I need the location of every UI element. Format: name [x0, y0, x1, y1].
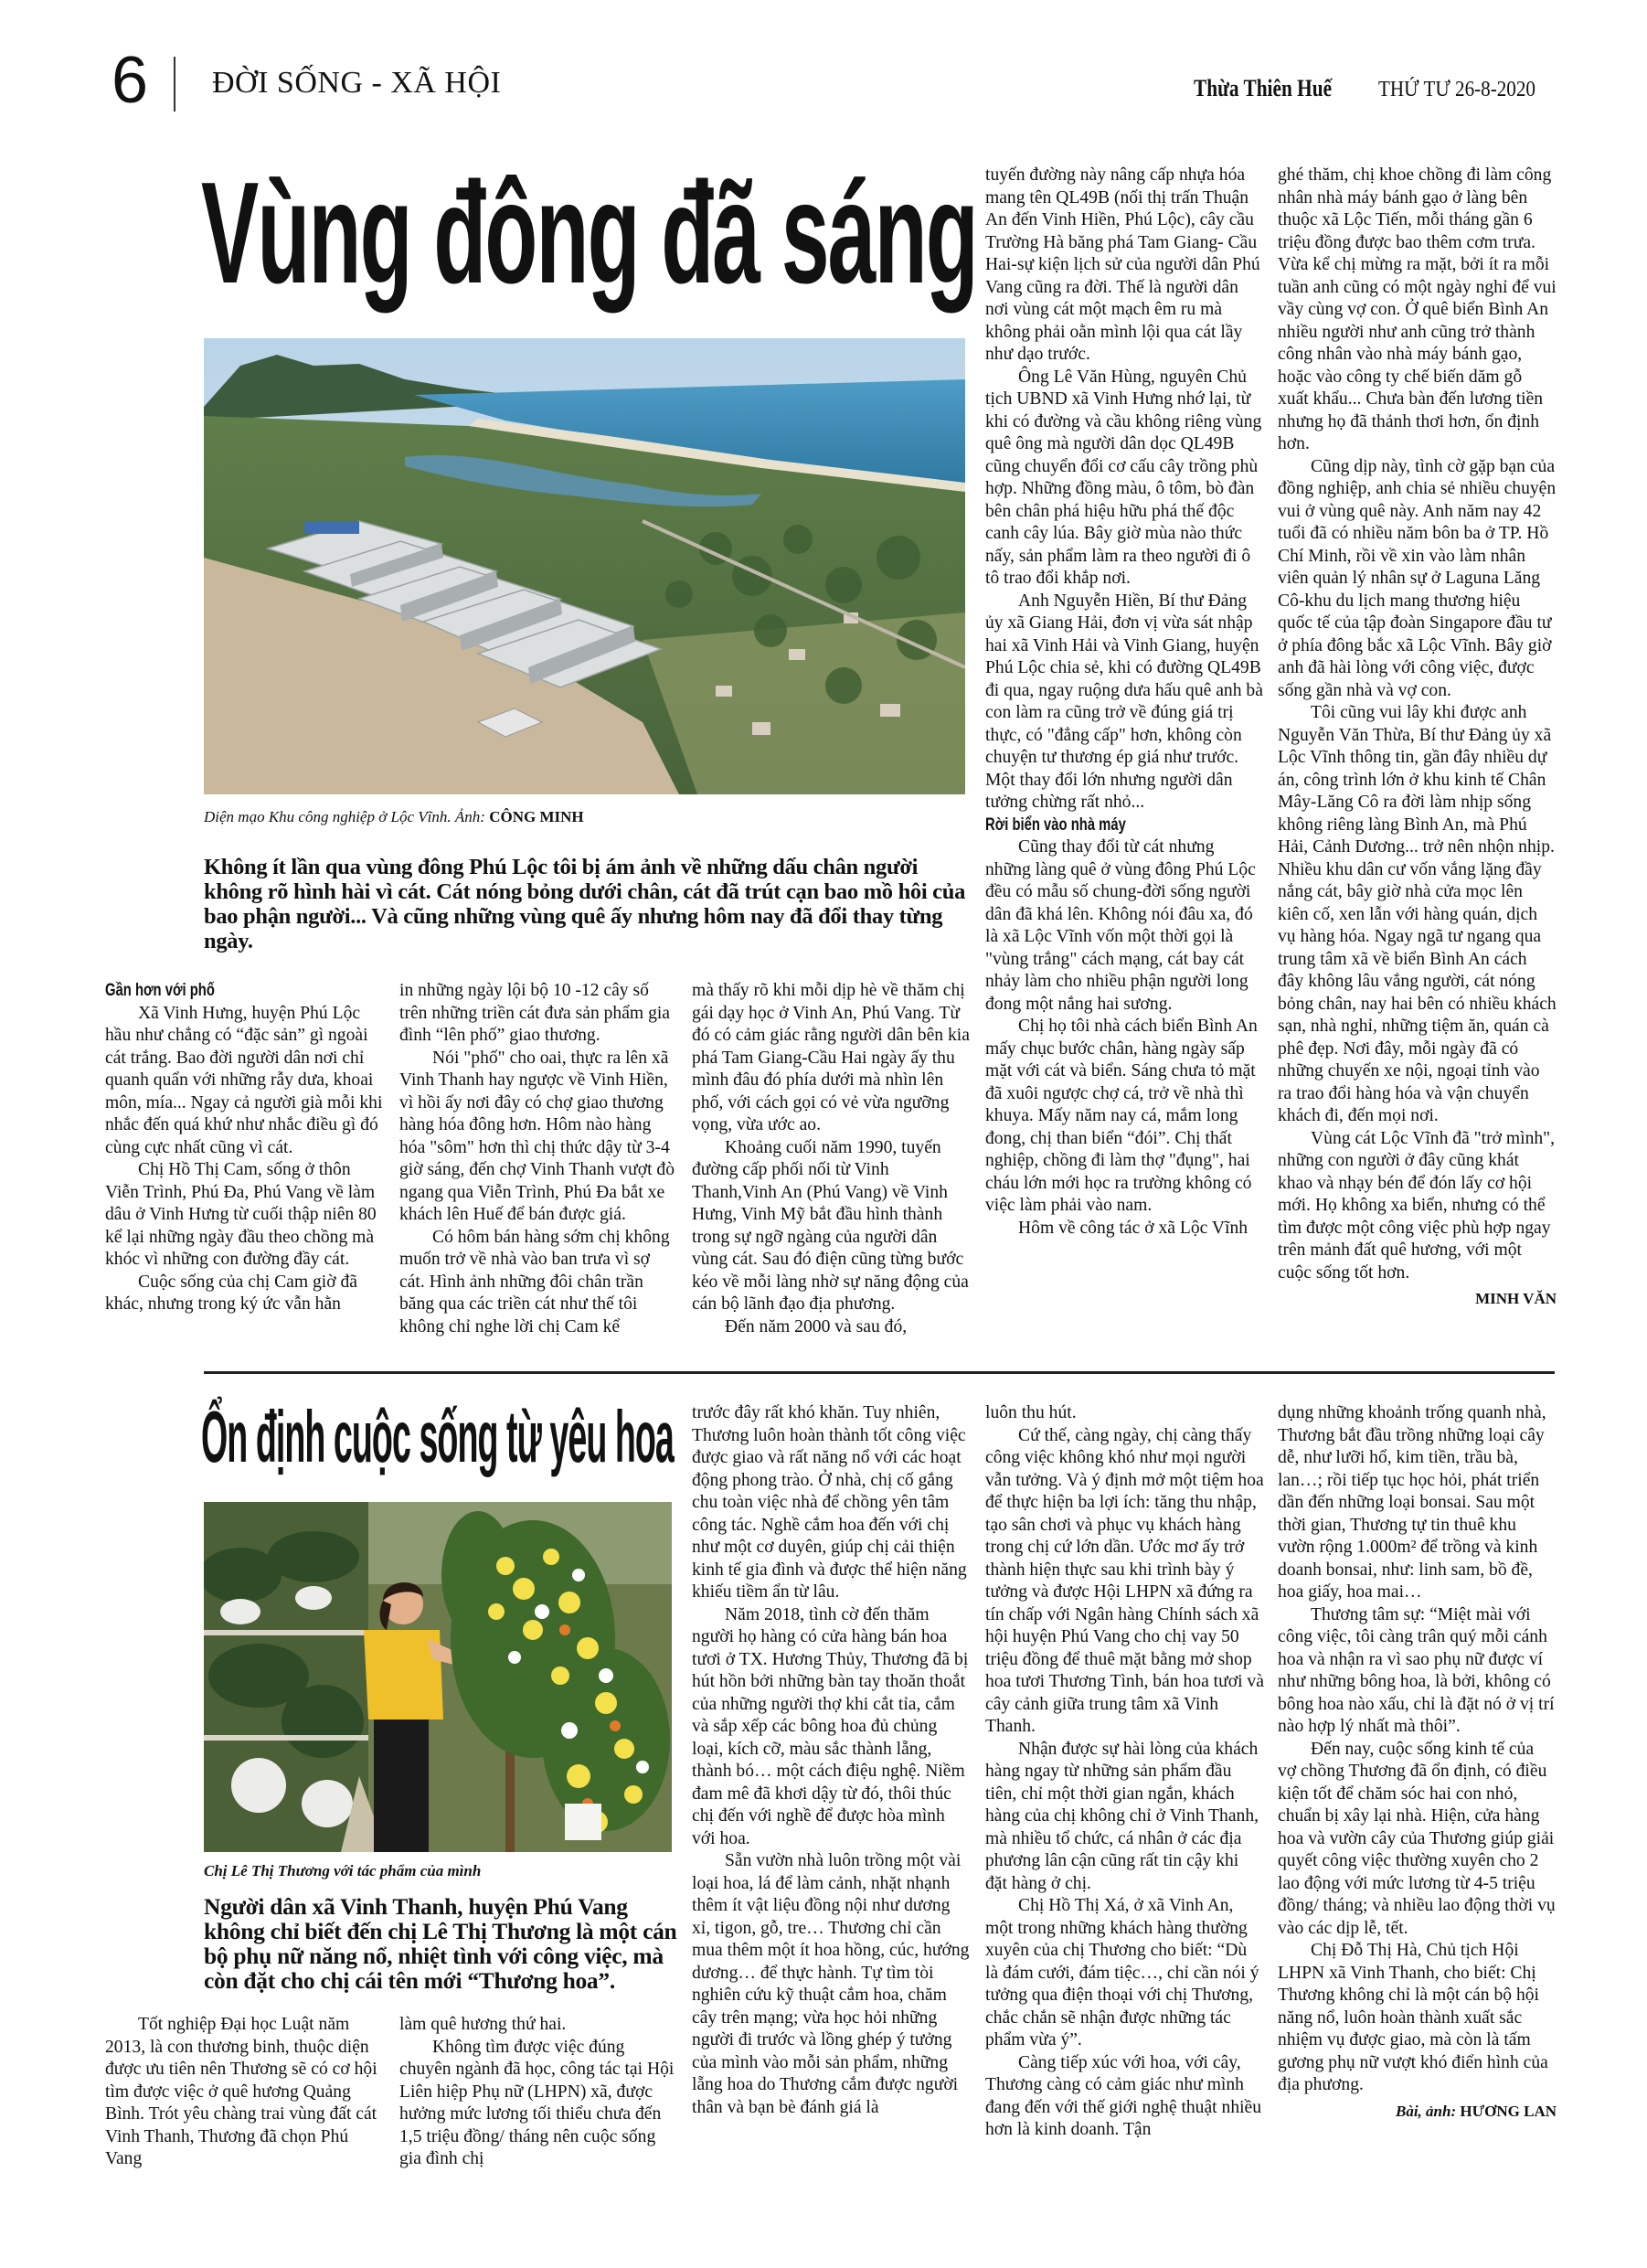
byline — [1278, 1288, 1557, 1311]
paragraph: Anh Nguyễn Hiền, Bí thư Đảng ủy xã Giang Hải, đơn vị vừa sát nhập hai xã Vinh Hải và Vinh Giang, huyện Phú Lộc chia sẻ, khi có đường QL49B đi qua, ngay ruộng dưa hấu quê anh bà con làm ra cũng trở về đúng giá trị thực, có "đẳng cấp" hơn, không còn chuyện tư thương ép giá như trước. Một thay đổi lớn nhưng người dân tưởng chừng rất nhỏ... — [985, 591, 1263, 812]
woman-arranging-flowers-photo — [204, 1502, 672, 1852]
paragraph: Sẵn vườn nhà luôn trồng một vài loại hoa, lá để làm cảnh, nhặt nhạnh thêm ít vật liệu đồng nội như dương xỉ, tigon, gỗ, tre… Thương chỉ cần mua thêm một ít hoa hồng, cúc, hướng dương… để thực hành. Tự tìm tòi nghiên cứu kỹ thuật cắm hoa, chăm cây trên mạng; vừa học hỏi những người đi trước và lồng ghép ý tưởng của mình vào mỗi sản phẩm, những lẵng hoa do Thương cắm được người thân và bạn bè đánh giá là — [692, 1851, 970, 2117]
paragraph: Thương tâm sự: “Miệt mài với công việc, tôi càng trân quý mỗi cánh hoa và nhận ra vì sao phụ nữ được ví như những bông hoa, là bởi, không có bông hoa nào xấu, chỉ là đặt nó ở vị trí nào hợp lý nhất mà thôi”. — [1278, 1604, 1555, 1736]
paragraph: in những ngày lội bộ 10 -12 cây số trên những triền cát đưa sản phẩm gia đình “lên phố” giao thương. — [399, 981, 671, 1045]
paragraph: Vùng cát Lộc Vĩnh đã "trở mình", những con người ở đây cũng khát khao và nhạy bén để đón lấy cơ hội mới. Họ không xa biển, nhưng có thể tìm được một công việc phù hợp ngay trên mảnh đất quê hương, với một cuộc sống tốt hơn. — [1278, 1128, 1556, 1283]
photo-caption: Chị Lê Thị Thương với tác phẩm của mình — [204, 1862, 482, 1879]
text-column — [1278, 1402, 1557, 2123]
paragraph: Tôi cũng vui lây khi được anh Nguyễn Văn Thừa, Bí thư Đảng ủy xã Lộc Vĩnh thông tin, gần đây nhiều dự án, công trình lớn ở khu kinh tế Chân Mây-Lăng Cô ra đời làm nhịp sống không riêng làng Bình An, mà Phú Hải, Cảnh Dương... trở nên nhộn nhịp. Nhiều khu dân cư vốn vắng lặng đầy nắng cát, bây giờ nhà cửa mọc lên kiên cố, xen lẫn với hàng quán, dịch vụ hàng hóa. Ngay ngã tư ngang qua trung tâm xã về biển Bình An cách đây không lâu vắng người, cát nóng bỏng chân, nay hai bên có nhiều khách sạn, nhà nghỉ, những tiệm ăn, quán cà phê đẹp. Nơi đây, mỗi ngày đã có những chuyến xe nội, ngoại tỉnh vào ra trao đổi hàng hóa và vận chuyển khách đi, đến mọi nơi. — [1278, 703, 1557, 1125]
author-name: MINH VĂN — [1475, 1290, 1557, 1307]
paragraph: Cũng thay đổi từ cát nhưng những làng quê ở vùng đông Phú Lộc đều có mẫu số chung-đời sống người dân đã khá lên. Không nói đâu xa, đó là xã Lộc Vĩnh vốn một thời gọi là "vùng trắng" cách mạng, cát bay cát nhảy làm cho nhiều phận người long đong một nắng hai sương. — [985, 837, 1256, 1014]
paragraph: làm quê hương thứ hai. — [399, 2015, 567, 2034]
paragraph: tuyến đường này nâng cấp nhựa hóa mang tên QL49B (nối thị trấn Thuận An đến Vinh Hiền, Phú Lộc), cây cầu Trường Hà băng phá Tam Giang- Cầu Hai-sự kiện lịch sử của người dân Phú Vang cũng ra đời. Thế là người dân nơi vùng cát một mạch êm ru mà không phải oằn mình lội qua cát lầy như dạo trước. — [985, 165, 1260, 364]
text-column — [692, 980, 971, 1338]
text-column — [985, 1402, 1264, 2142]
paragraph: Cuộc sống của chị Cam giờ đã khác, nhưng trong ký ức vẫn hằn — [105, 1272, 357, 1314]
author-name: HƯƠNG LAN — [1460, 2102, 1557, 2120]
paragraph: Tốt nghiệp Đại học Luật năm 2013, là con thương binh, thuộc diện được ưu tiên nên Thương sẽ có cơ hội tìm được việc ở quê hương Quảng Bình. Trót yêu chàng trai vùng đất cát Vinh Thanh, Thương đã chọn Phú Vang — [105, 2015, 377, 2168]
text-column — [1278, 165, 1557, 1311]
paragraph: Chị Hồ Thị Cam, sống ở thôn Viễn Trình, Phú Đa, Phú Vang về làm dâu ở Vinh Hưng từ cuối thập niên 80 kể lại những ngày đầu theo chồng mà khóc vì những con đường đầy cát. — [105, 1160, 377, 1269]
paragraph: Có hôm bán hàng sớm chị không muốn trở về nhà vào ban trưa vì sợ cát. Hình ảnh những đôi chân trần băng qua các triền cát như thế tôi không chỉ nghe lời chị Cam kể — [399, 1227, 670, 1336]
paragraph: Chị họ tôi nhà cách biển Bình An mấy chục bước chân, hàng ngày sấp mặt với cát và biển. Sáng chưa tỏ mặt đã xuôi ngược chợ cá, trở về nhà thì khuya. Mấy năm nay cá, mắm long đong, chị than biển “đói”. Chị thất nghiệp, chồng đi làm thợ "đụng", hai cháu lớn mới học ra trường không có việc làm phải vào nam. — [985, 1017, 1258, 1215]
paragraph: Hôm về công tác ở xã Lộc Vĩnh — [1018, 1218, 1249, 1238]
text-column — [399, 980, 678, 1338]
text-column — [985, 165, 1264, 1240]
paragraph: mà thấy rõ khi mỗi dịp hè về thăm chị gái dạy học ở Vinh An, Phú Vang. Từ đó có cảm giác rằng người dân bên kia phá Tam Giang-Cầu Hai ngày ấy thu mình đâu đó phía dưới mà nhìn lên phố, với cách gọi có vẻ vừa ngưỡng vọng, vừa ước ao. — [692, 981, 970, 1134]
subheading: Gần hơn với phố — [105, 981, 215, 1000]
photo-caption — [204, 808, 584, 826]
paragraph: Khoảng cuối năm 1990, tuyến đường cấp phối nối từ Vinh Thanh,Vinh An (Phú Vang) về Vinh Hưng, Vinh Mỹ bắt đầu hình thành trong sự ngỡ ngàng của người dân vùng cát. Sau đó điện cũng từng bước kéo về mỗi làng nhờ sự năng động của cán bộ lãnh đạo địa phương. — [692, 1137, 969, 1314]
paragraph: Cũng dịp này, tình cờ gặp bạn của đồng nghiệp, anh chia sẻ nhiều chuyện vui ở vùng quê này. Anh năm nay 42 tuổi đã có nhiều năm bôn ba ở TP. Hồ Chí Minh, rồi về xin vào làm nhân viên quản lý nhân sự ở Laguna Lăng Cô-khu du lịch mang thương hiệu quốc tế của tập đoàn Singapore đầu tư ở phía đông bắc xã Lộc Vĩnh. Bây giờ anh đã hài lòng với công việc, được sống gần nhà và vợ con. — [1278, 456, 1557, 700]
text-column — [692, 1402, 971, 2119]
byline-prefix: Bài, ảnh: — [1395, 2102, 1457, 2120]
paragraph: Không tìm được việc đúng chuyên ngành đã học, công tác tại Hội Liên hiệp Phụ nữ (LHPN) xã, được hưởng mức lương tối thiểu chưa đến 1,5 triệu đồng/ tháng nên cuộc sống gia đình chị — [399, 2037, 675, 2168]
article-divider — [204, 1371, 1555, 1374]
byline — [1278, 2101, 1557, 2124]
subheading: Rời biển vào nhà máy — [985, 815, 1126, 835]
paragraph: Đến nay, cuộc sống kinh tế của vợ chồng Thương đã ổn định, có điều kiện tốt để chăm sóc hai con nhỏ, chuẩn bị xây lại nhà. Hiện, cửa hàng hoa và vườn cây của Thương giúp giải quyết công việc thường xuyên cho 2 lao động với mức lương từ 4-5 triệu đồng/ tháng; và nhiều lao động thời vụ vào các dịp lễ, tết. — [1278, 1739, 1556, 1938]
paragraph: trước đây rất khó khăn. Tuy nhiên, Thương luôn hoàn thành tốt công việc được giao và rất năng nổ với các hoạt động phong trào. Ở nhà, chị cố gắng chu toàn việc nhà để chồng yên tâm công tác. Nghề cắm hoa đến với chị như một cơ duyên, giúp chị cải thiện kinh tế gia đình và được thể hiện năng khiếu tiềm ẩn từ lâu. — [692, 1403, 967, 1602]
article-lead: Người dân xã Vinh Thanh, huyện Phú Vang không chỉ biết đến chị Lê Thị Thương là một cán bộ phụ nữ năng nổ, nhiệt tình với công việc, mà còn đặt cho chị cái tên mới “Thương hoa”. — [204, 1893, 677, 1994]
paragraph: Năm 2018, tình cờ đến thăm người họ hàng có cửa hàng bán hoa tươi ở TX. Hương Thủy, Thương đã bị hút hồn bởi những bàn tay thoăn thoắt của những người thợ khi cắt tỉa, cắm và sắp xếp các bông hoa đủ chủng loại, kích cỡ, màu sắc thành lẵng, thành bó… một cách điệu nghệ. Niềm đam mê đã khơi dậy từ đó, thôi thúc chị đến với nghề để được hòa mình với hoa. — [692, 1604, 969, 1848]
paragraph: Chị Đỗ Thị Hà, Chủ tịch Hội LHPN xã Vinh Thanh, cho biết: Chị Thương không chỉ là một cán bộ hội năng nổ, luôn hoàn thành xuất sắc nhiệm vụ được giao, mà còn là tấm gương phụ nữ vượt khó điển hình của địa phương. — [1278, 1941, 1548, 2094]
paragraph: Nói "phố" cho oai, thực ra lên xã Vinh Thanh hay ngược về Vinh Hiền, vì hồi ấy nơi đây có chợ giao thương hàng hóa đông hơn. Hôm nào hàng hóa "sôm" hơn thì chị thức dậy từ 3-4 giờ sáng, đến chợ Vinh Thanh vượt đò ngang qua Viễn Trình, Phú Đa bắt xe khách lên Huế để bán được giá. — [399, 1048, 675, 1224]
article-lead: Không ít lần qua vùng đông Phú Lộc tôi bị ám ảnh về những dấu chân người không rõ hình hài vì cát. Cát nóng bỏng dưới chân, cát đã trút cạn bao mồ hôi của bao phận người... Và cũng những vùng quê ấy nhưng hôm nay đã đổi thay từng ngày. — [204, 855, 966, 953]
caption-text: Diện mạo Khu công nghiệp ở Lộc Vĩnh. Ảnh: — [204, 808, 485, 825]
paragraph: Nhận được sự hài lòng của khách hàng ngay từ những sản phẩm đầu tiên, chỉ một thời gian ngắn, khách hàng của chị không chỉ ở Vinh Thanh, mà nhiều tổ chức, cá nhân ở các địa phương lân cận cũng rất tin cậy khi đặt hàng ở chị. — [985, 1739, 1259, 1893]
article-title: Ổn định cuộc sống từ yêu hoa — [201, 1396, 674, 1477]
industrial-park-aerial-photo — [204, 338, 965, 794]
paragraph: luôn thu hút. — [985, 1403, 1077, 1422]
paragraph: Chị Hồ Thị Xá, ở xã Vinh An, một trong những khách hàng thường xuyên của chị Thương cho biết: “Dù là đám cưới, đám tiệc…, chỉ cần nói ý tưởng qua điện thoại với chị Thương, chắc chắn sẽ nhận được những tác phẩm vừa ý”. — [985, 1896, 1259, 2050]
newspaper-name: Thừa Thiên Huế — [1194, 75, 1333, 101]
text-column — [105, 980, 384, 1316]
article-title: Vùng đông đã sáng — [201, 153, 977, 314]
photo-credit: CÔNG MINH — [489, 808, 584, 825]
paragraph: dụng những khoảnh trống quanh nhà, Thương bắt đầu trồng những loại cây dễ, như lưỡi hổ, kim tiền, trầu bà, lan…; rồi tiếp tục học hỏi, phát triển dần đến những loại bonsai. Sau một thời gian, Thương tự tin thuê khu vườn rộng 1.000m² để trồng và kinh doanh bonsai, như: linh sam, bồ đề, hoa giấy, hoa mai… — [1278, 1403, 1546, 1602]
paragraph: Đến năm 2000 và sau đó, — [725, 1316, 908, 1336]
paragraph: Càng tiếp xúc với hoa, với cây, Thương càng có cảm giác như mình đang đến với thế giới nghệ thuật nhiều hơn là kinh doanh. Tận — [985, 2052, 1262, 2139]
text-column — [399, 2014, 678, 2171]
page-number: 6 — [112, 44, 149, 117]
paragraph: Xã Vinh Hưng, huyện Phú Lộc hầu như chẳng có “đặc sản” gì ngoài cát trắng. Bao đời người dân nơi chỉ quanh quẩn với những rẫy dưa, khoai môn, mía... Ngay cả người già mỗi khi nhắc đến quá khứ như nhắc điều gì đó cùng cực nhất cũng vì cát. — [105, 1003, 383, 1157]
issue-date: THỨ TƯ 26-8-2020 — [1378, 78, 1535, 101]
header-divider — [174, 57, 175, 112]
paragraph: ghé thăm, chị khoe chồng đi làm công nhân nhà máy bánh gạo ở làng bên thuộc xã Lộc Tiến, mỗi tháng gần 6 triệu đồng được bao thêm cơm trưa. Vừa kể chị mừng ra mặt, bởi ít ra mỗi tuần anh cũng có một ngày nghỉ để vui vầy cùng vợ con. Ở quê biển Bình An nhiều người như anh cũng trở thành công nhân vào nhà máy bánh gạo, hoặc vào công ty chế biến dăm gỗ xuất khẩu... Chưa bàn đến lương tiền nhưng họ đã thảnh thơi hơn, ổn định hơn. — [1278, 165, 1557, 453]
paragraph: Cứ thế, càng ngày, chị càng thấy công việc không khó như mọi người vẫn tưởng. Và ý định mở một tiệm hoa để thực hiện ba lợi ích: tăng thu nhập, tạo sân chơi và phục vụ khách hàng trong chị cứ lớn dần. Ước mơ ấy trở thành hiện thực sau khi trình bày ý tưởng và được Hội LHPN xã đứng ra tín chấp với Ngân hàng Chính sách xã hội huyện Phú Vang cho chị vay 50 triệu đồng để thuê mặt bằng mở shop hoa tươi Thương Tình, bán hoa tươi và cây cảnh giữa trung tâm xã Vinh Thanh. — [985, 1425, 1264, 1736]
section-name: ĐỜI SỐNG - XÃ HỘI — [212, 66, 502, 100]
paragraph: Ông Lê Văn Hùng, nguyên Chủ tịch UBND xã Vinh Hưng nhớ lại, từ khi có đường và cầu không riêng vùng quê ông mà người dân dọc QL49B cũng chuyển đổi cơ cấu cây trồng phù hợp. Những đồng màu, ô tôm, bò đàn bên chân phá hiệu hữu phá thế độc canh cây lúa. Bây giờ mùa nào thức nấy, sản phẩm làm ra theo người đi ô tô trao đổi khắp nơi. — [985, 367, 1262, 588]
text-column — [105, 2014, 384, 2171]
